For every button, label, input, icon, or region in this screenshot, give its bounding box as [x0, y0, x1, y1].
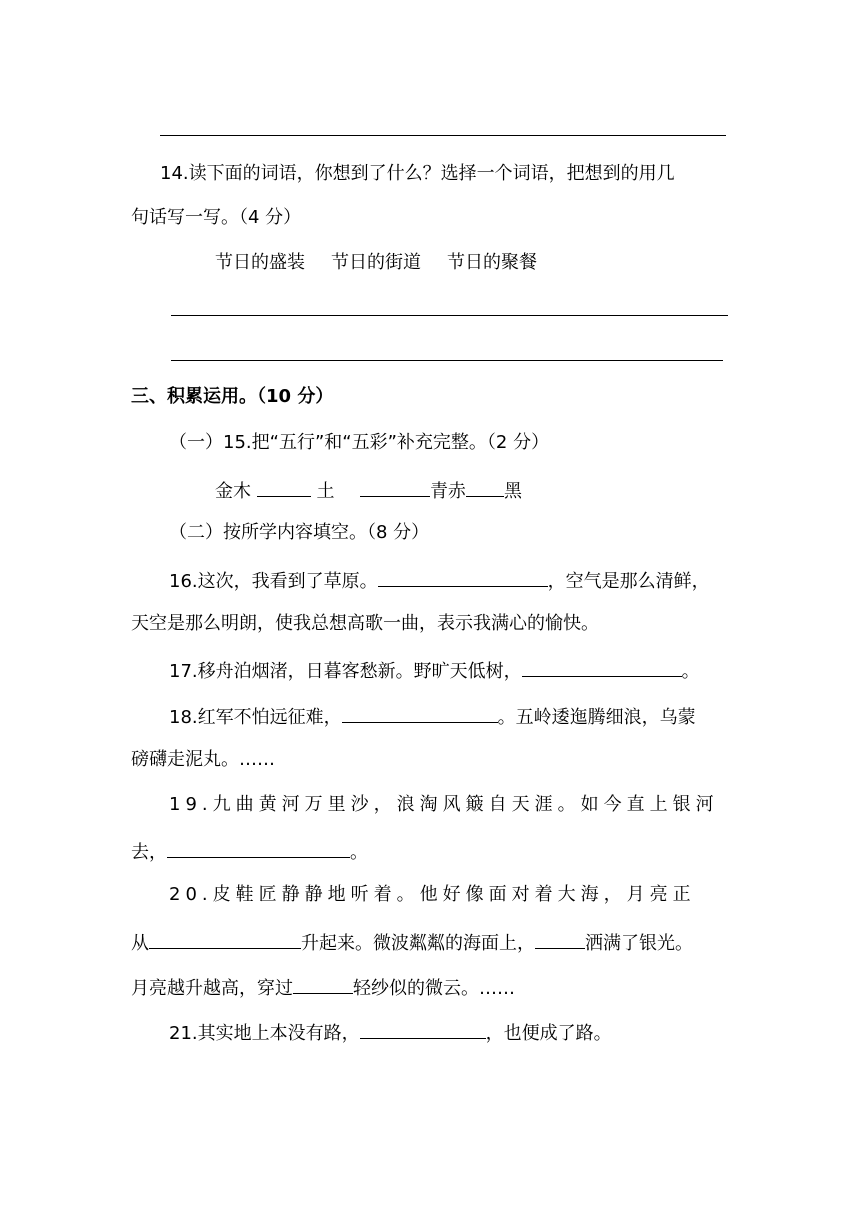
- q20-line1: 20.皮鞋匠静静地听着。他好像面对着大海，月亮正: [169, 884, 696, 905]
- q20-blank-2[interactable]: [535, 929, 585, 949]
- q16-text-b: ，空气是那么清鲜，: [547, 571, 710, 592]
- q20-text-b: 升起来。微波粼粼的海面上，: [301, 933, 535, 954]
- q19-line1: 19.九曲黄河万里沙，浪淘风簸自天涯。如今直上银河: [169, 794, 719, 815]
- q20-blank-3[interactable]: [293, 974, 353, 994]
- q15-blank-1[interactable]: [257, 477, 311, 497]
- q14-answer-line-1: [171, 315, 728, 316]
- q19-text-b: 。: [350, 842, 368, 863]
- q20-text-d: 月亮越升越高，穿过: [131, 978, 293, 999]
- q20-line3: [131, 974, 515, 1001]
- q14-word-1: 节日的盛装: [215, 252, 305, 273]
- q18-text-a: 18.红军不怕远征难，: [169, 707, 342, 728]
- q14-line1: 14.读下面的词语，你想到了什么？选择一个词语，把想到的用几: [160, 163, 675, 184]
- q20-text-e: 轻纱似的微云。……: [353, 978, 515, 999]
- q19-line2: [131, 838, 368, 865]
- q18-blank[interactable]: [342, 703, 498, 723]
- q18-line1: [169, 703, 696, 730]
- q21-text-a: 21.其实地上本没有路，: [169, 1023, 360, 1044]
- q16-text-a: 16.这次，我看到了草原。: [169, 571, 378, 592]
- q17-line: [169, 657, 700, 684]
- q16-line1: [169, 567, 710, 594]
- section3-title: 三、积累运用。（10 分）: [131, 386, 334, 407]
- q19-blank[interactable]: [167, 838, 350, 858]
- q20-line2: [131, 929, 693, 956]
- q15-text-2: 土: [316, 481, 335, 502]
- answer-line-top: [160, 135, 726, 136]
- q15-blank-2[interactable]: [360, 477, 430, 497]
- q20-text-c: 洒满了银光。: [585, 933, 693, 954]
- q21-blank[interactable]: [360, 1019, 486, 1039]
- q17-text-b: 。: [681, 661, 700, 682]
- q14-line2: 句话写一写。（4 分）: [131, 207, 302, 228]
- q15-prompt: （一）15.把“五行”和“五彩”补充完整。（2 分）: [169, 432, 550, 453]
- q14-word-list: [215, 251, 537, 275]
- q20-text-a: 从: [131, 933, 149, 954]
- q17-blank[interactable]: [522, 657, 682, 677]
- q20-blank-1[interactable]: [149, 929, 301, 949]
- q18-line2: 磅礴走泥丸。……: [131, 749, 275, 770]
- q19-text-a: 去，: [131, 842, 167, 863]
- q15-fill-row: [215, 477, 522, 504]
- q16-line2: 天空是那么明朗，使我总想高歌一曲，表示我满心的愉快。: [131, 613, 599, 634]
- q21-text-b: ，也便成了路。: [485, 1023, 612, 1044]
- q14-word-2: 节日的街道: [331, 252, 421, 273]
- q14-answer-line-2: [171, 360, 723, 361]
- q17-text-a: 17.移舟泊烟渚，日暮客愁新。野旷天低树，: [169, 661, 522, 682]
- q15-blank-3[interactable]: [466, 477, 504, 497]
- q15-text-1: 金木: [215, 481, 251, 502]
- q16-blank[interactable]: [378, 567, 548, 587]
- part2-title: （二）按所学内容填空。（8 分）: [169, 522, 430, 543]
- q14-word-3: 节日的聚餐: [447, 252, 537, 273]
- q21-line: [169, 1019, 612, 1046]
- q15-text-4: 黑: [503, 481, 522, 502]
- q18-text-b: 。五岭逶迤腾细浪，乌蒙: [497, 707, 696, 728]
- q15-text-3: 青赤: [429, 481, 466, 502]
